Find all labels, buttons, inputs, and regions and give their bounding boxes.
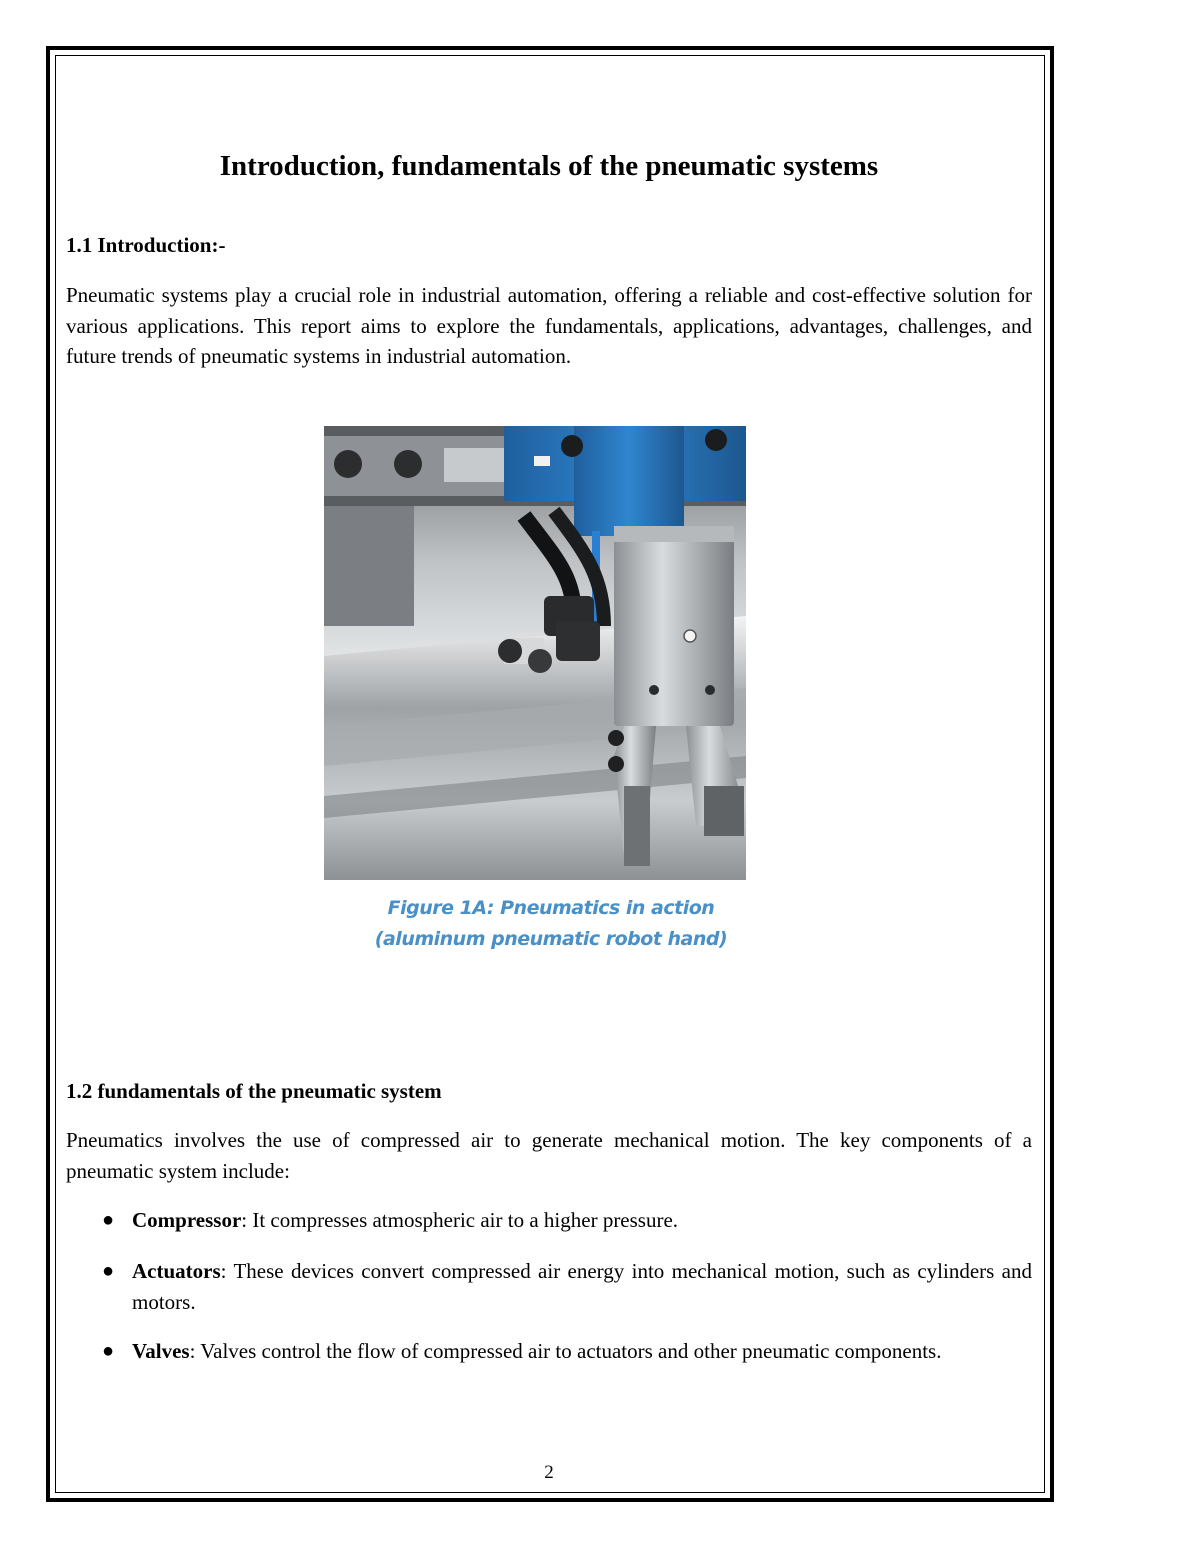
list-item-text <box>132 1205 1032 1236</box>
list-item-description: : It compresses atmospheric air to a higher pressure. <box>241 1208 679 1232</box>
section-heading-introduction: 1.1 Introduction:- <box>66 233 226 257</box>
bullet-icon: ● <box>102 1260 115 1282</box>
list-item-term: Actuators <box>132 1259 221 1283</box>
figure-caption-line-1: Figure 1A: Pneumatics in action <box>387 897 715 919</box>
fundamentals-paragraph: Pneumatics involves the use of compressed air to generate mechanical motion. The key components of a pneumatic system include: <box>66 1128 1032 1183</box>
list-item-description: : These devices convert compressed air energy into mechanical motion, such as cylinders and motors. <box>132 1259 1032 1314</box>
bullet-icon: ● <box>102 1209 115 1231</box>
introduction-paragraph: Pneumatic systems play a crucial role in industrial automation, offering a reliable and cost-effective solution for various applications. This report aims to explore the fundamentals, applications, advantages, challenges, and future trends of pneumatic systems in industrial automation. <box>66 283 1032 368</box>
page-number: 2 <box>544 1462 554 1483</box>
list-item-text <box>132 1256 1032 1317</box>
list-item-description: : Valves control the flow of compressed air to actuators and other pneumatic components. <box>189 1339 942 1363</box>
bullet-icon: ● <box>102 1340 115 1362</box>
figure-caption-line-2: (aluminum pneumatic robot hand) <box>374 928 728 950</box>
list-item-term: Compressor <box>132 1208 242 1232</box>
list-item-text <box>132 1336 1032 1367</box>
figure-caption <box>366 893 736 955</box>
section-heading-fundamentals: 1.2 fundamentals of the pneumatic system <box>66 1079 442 1103</box>
list-item-term: Valves <box>132 1339 190 1363</box>
pneumatic-robot-hand-photo <box>324 426 746 880</box>
document-title: Introduction, fundamentals of the pneumatic systems <box>219 150 879 182</box>
